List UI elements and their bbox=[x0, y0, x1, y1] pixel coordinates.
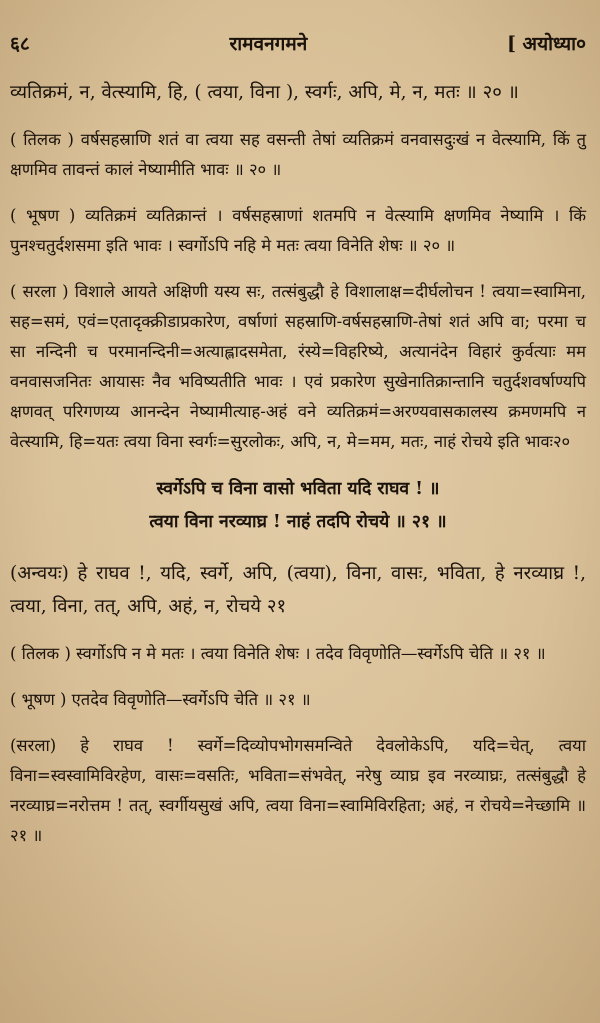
kanda-name: [ अयोध्या० bbox=[506, 33, 586, 55]
chapter-title: रामवनगमने bbox=[229, 33, 308, 55]
tilak-commentary-20: ( तिलक ) वर्षसहस्राणि शतं वा त्वया सह वसन्ती तेषां व्यतिक्रमं वनवासदुःखं न वेत्स्यामि, किं तु क्षणमिव तावन्तं कालं नेष्यामीति भावः ॥ २० ॥ bbox=[10, 130, 586, 179]
sarala-commentary-21: (सरला) हे राघव ! स्वर्गे=दिव्योपभोगसमन्विते देवलोकेऽपि, यदि=चेत्, त्वया विना=स्वस्वामिविरहेण, वासः=वसतिः, भविता=संभवेत्, नरेषु व्याघ्र इव नरव्याघ्रः, तत्संबुद्धौ हे नरव्याघ्र=नरोत्तम ! तत्, स्वर्गीयसुखं अपि, त्वया विना=स्वामिविरहिता; अहं, न रोचये=नेच्छामि ॥ २१ ॥ bbox=[10, 736, 586, 845]
bhushan-commentary-21: ( भूषण ) एतदेव विवृणोति—स्वर्गेऽपि चेति ॥ २१ ॥ bbox=[10, 690, 311, 709]
bhushan-commentary-20: ( भूषण ) व्यतिक्रमं व्यतिक्रान्तं । वर्षसहस्राणां शतमपि न वेत्स्यामि क्षणमिव नेष्यामि । किं पुनश्चतुर्दशसमा इति भावः । स्वर्गोऽपि नहि मे मतः त्वया विनेति शेषः ॥ २० ॥ bbox=[10, 206, 586, 255]
shloka-21-line-2: त्वया विना नरव्याघ्र ! नाहं तदपि रोचये ॥ २१ ॥ bbox=[149, 512, 447, 532]
shloka-21 bbox=[10, 473, 586, 539]
page-header bbox=[10, 30, 586, 56]
tilak-commentary-21: ( तिलक ) स्वर्गोऽपि न मे मतः । त्वया विनेति शेषः । तदेव विवृणोति—स्वर्गेऽपि चेति ॥ २१ ॥ bbox=[10, 644, 546, 663]
shloka-21-line-1: स्वर्गेऽपि च विना वासो भविता यदि राघव ! ॥ bbox=[156, 479, 440, 499]
sarala-commentary-20: ( सरला ) विशाले आयते अक्षिणी यस्य सः, तत्संबुद्धौ हे विशालाक्ष=दीर्घलोचन ! त्वया=स्वामिना, सह=समं, एवं=एतादृक्क्रीडाप्रकारेण, वर्षाणां सहस्राणि-वर्षसहस्राणि-तेषां शतं अपि वा; परमा च सा नन्दिनी च परमानन्दिनी=अत्याह्लादसमेता, रंस्ये=विहरिष्ये, अत्यानंदेन विहारं कुर्वत्याः मम वनवासजनितः आयासः नैव भविष्यतीति भावः । एवं प्रकारेण सुखेनातिक्रान्तानि चतुर्दशवर्षाण्यपि क्षणवत् परिगणय्य आनन्देन नेष्यामीत्याह-अहं वने व्यतिक्रमं=अरण्यवासकालस्य क्रमणमपि न वेत्स्यामि, हि=यतः त्वया विना स्वर्गः=सुरलोकः, अपि, न, मे=मम, मतः, नाहं रोचये इति भावः२० bbox=[10, 282, 586, 451]
anvaya-verse-21: (अन्वयः) हे राघव !, यदि, स्वर्गे, अपि, (त्वया), विना, वासः, भविता, हे नरव्याघ्र !, त्वया, विना, तत्, अपि, अहं, न, रोचये २१ bbox=[10, 563, 586, 617]
anvaya-verse-20: व्यतिक्रमं, न, वेत्स्यामि, हि, ( त्वया, विना ), स्वर्गः, अपि, मे, न, मतः ॥ २० ॥ bbox=[10, 82, 519, 103]
page-number: ६८ bbox=[10, 33, 30, 55]
